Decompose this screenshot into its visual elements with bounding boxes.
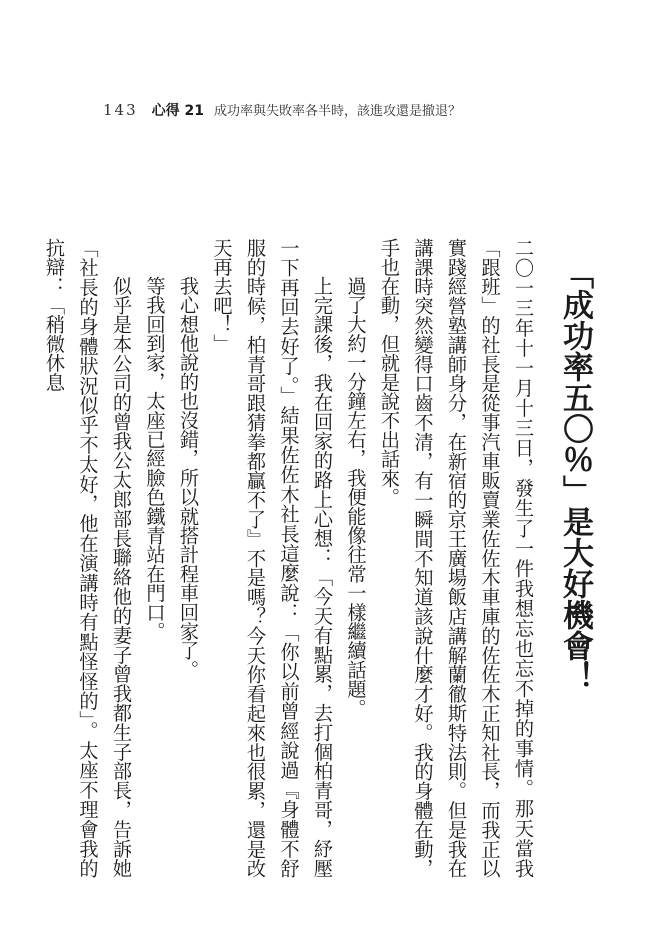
paragraph-1: 二〇一三年十一月十三日，發生了一件我想忘也忘不掉的事情。那天當我「跟班」的社長是從事汽車販賣業佐佐木車庫的佐佐木正知社長，而我正以實踐經營塾講師身分，在新宿的京王廣場飯店講解蘭徹斯特法則。但是我在講課時突然變得口齒不清，有一瞬間不知道該說什麼才好。我的身體在動，手也在動，但就是說不出話來。: [378, 238, 535, 878]
paragraph-2: 過了大約一分鐘左右，我便能像往常一樣繼續話題。: [344, 276, 368, 718]
paragraph-3: 上完課後，我在回家的路上心想：「今天有點累，去打個柏青哥，紓壓一下再回去好了。」結果佐佐木社長這麼說：「你以前曾經說過『身體不舒服的時候，柏青哥跟猜拳都贏不了』不是嗎？今天你看起來也很累，還是改天再去吧！」: [210, 238, 334, 878]
chapter-title: 成功率與失敗率各半時，該進攻還是撤退？: [214, 104, 462, 119]
paragraph-6: 似乎是本公司的曾我公太郎部長聯絡他的妻子曾我都生子部長，告訴她「社長的身體狀況似乎不太好，他在演講時有點怪怪的」。太座不理會我的抗辯：「稍微休息: [43, 238, 133, 878]
running-header: [103, 100, 461, 120]
page-number: 143: [103, 101, 138, 119]
vertical-body-text: [38, 238, 599, 878]
paragraph-5: 等我回到家，太座已經臉色鐵青站在門口。: [143, 276, 167, 642]
section-heading: 「成功率五〇％」是大好機會！: [557, 258, 593, 692]
chapter-label: 心得 21: [151, 103, 204, 119]
paragraph-4: 我心想他說的也沒錯，所以就搭計程車回家了。: [177, 276, 200, 680]
